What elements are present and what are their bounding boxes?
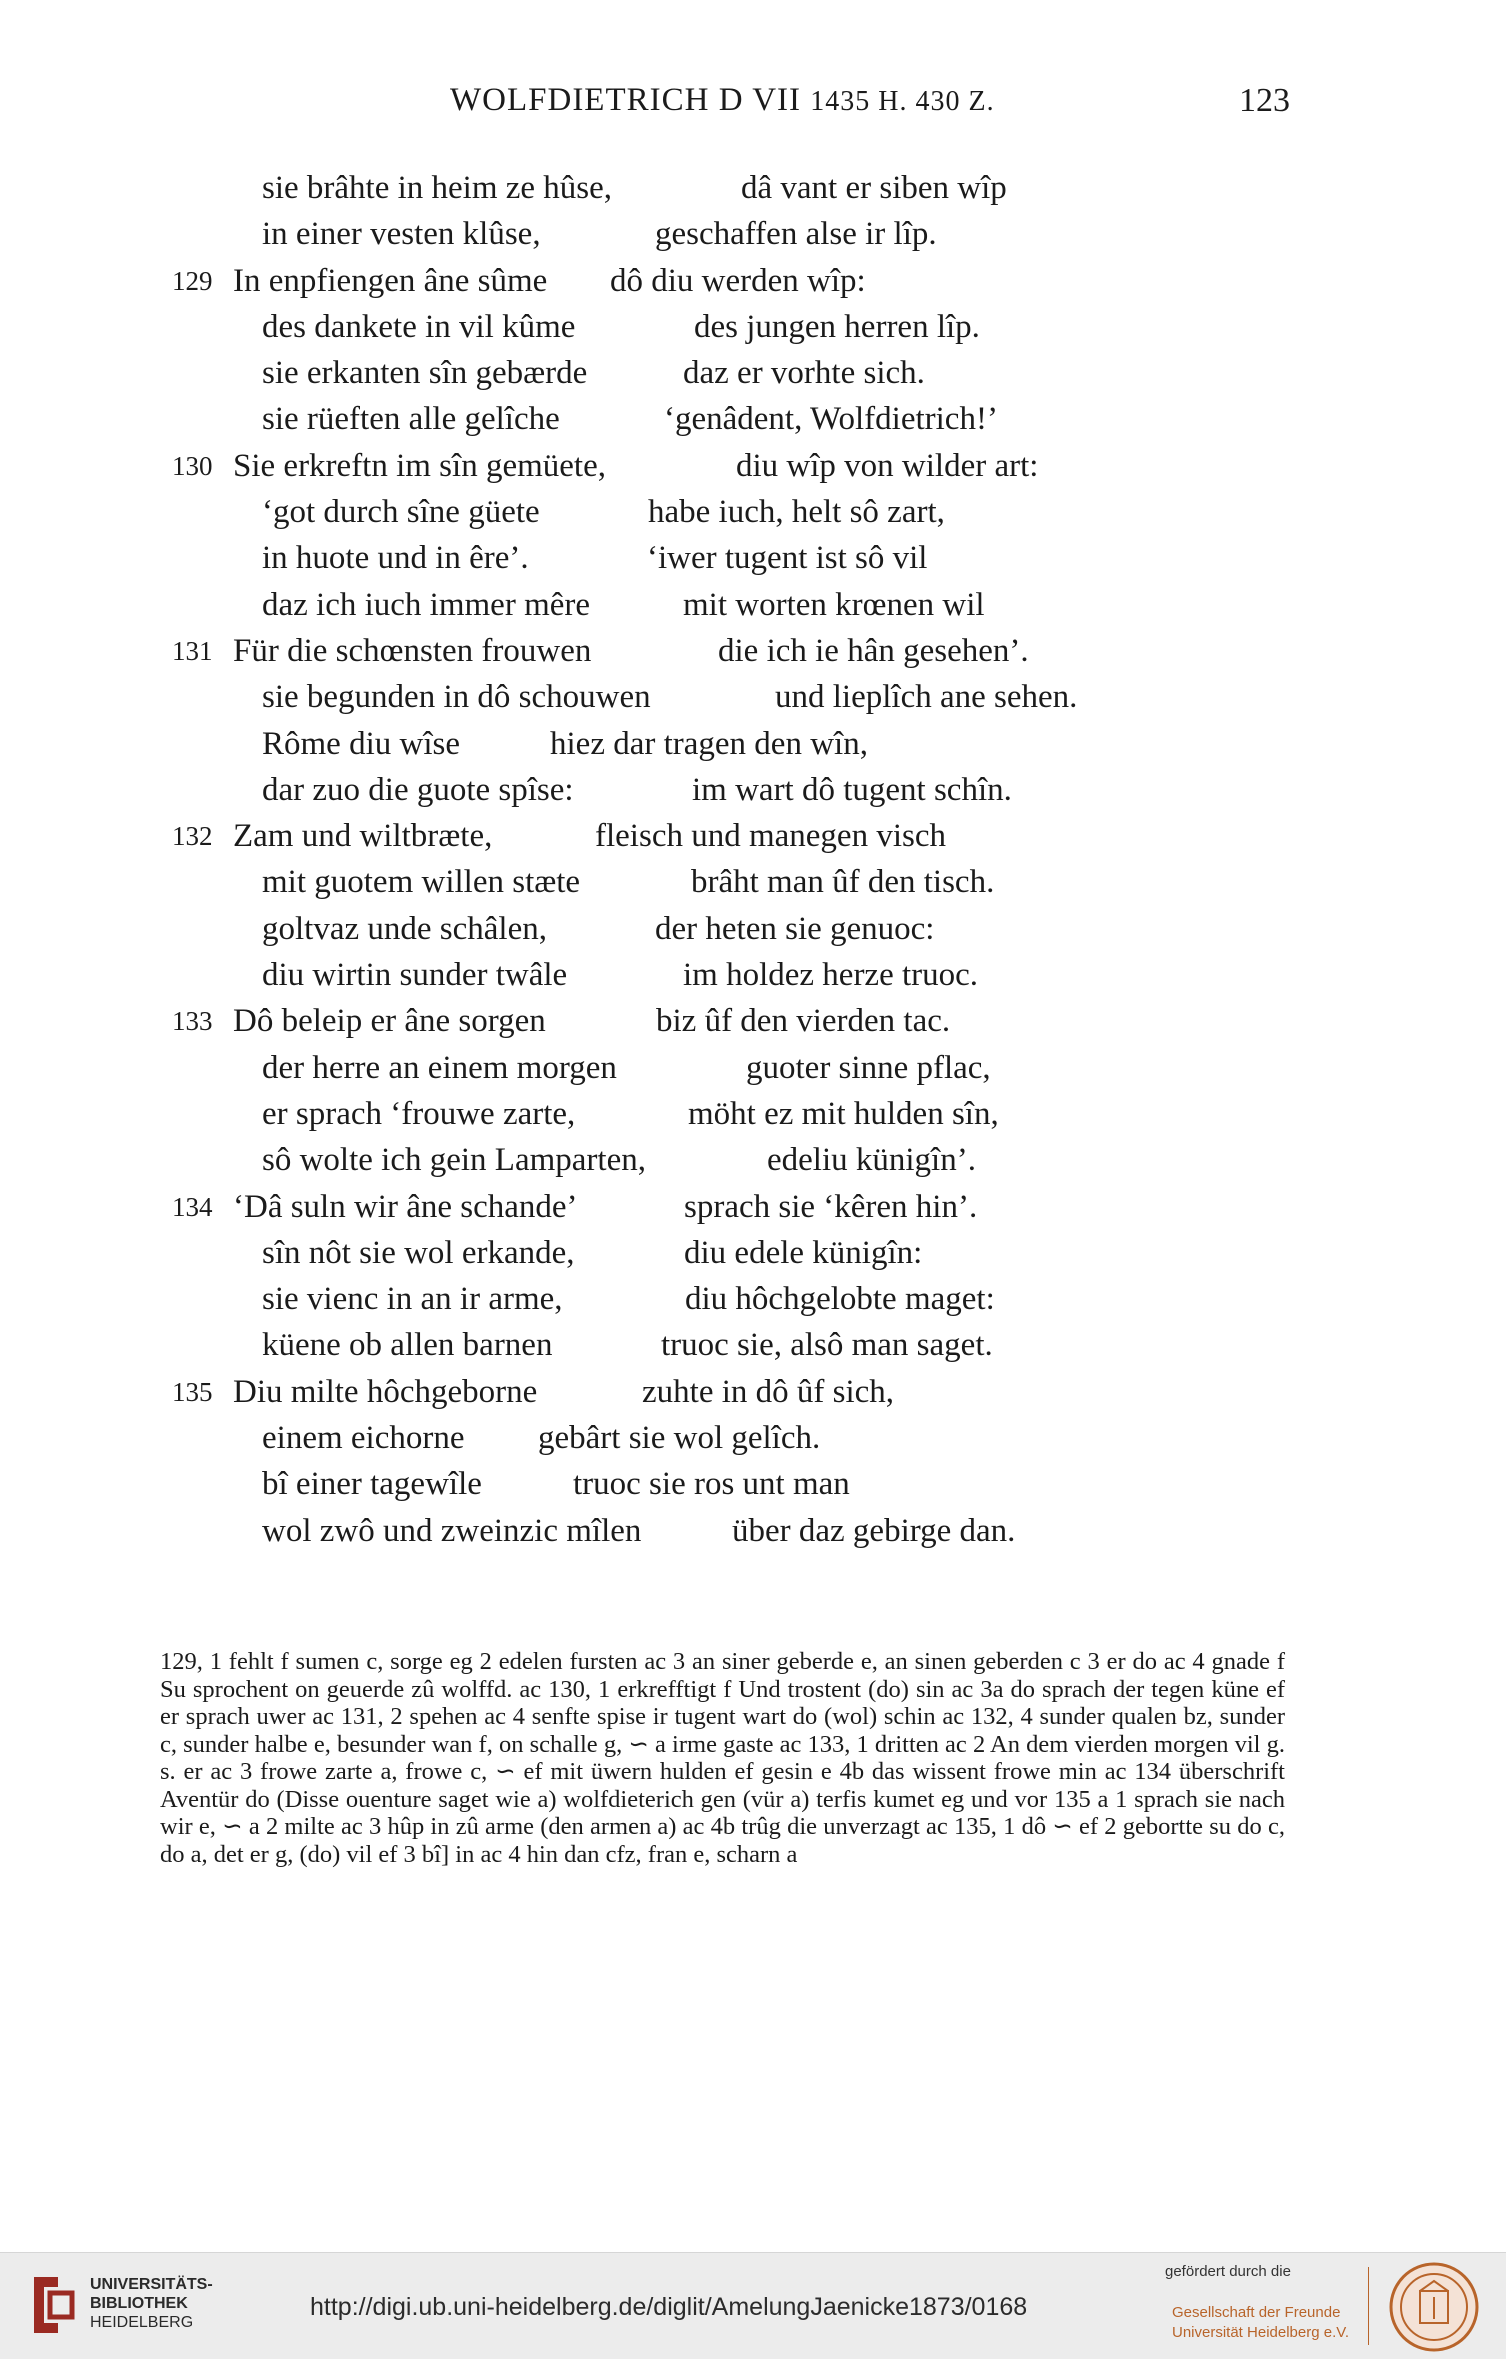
footer-divider — [1368, 2267, 1369, 2345]
verse-line — [0, 1003, 1506, 1049]
verse-first-half: sô wolte ich gein Lamparten, — [262, 1142, 646, 1179]
verse-line — [0, 1235, 1506, 1281]
verse-second-half: gebârt sie wol gelîch. — [538, 1420, 821, 1457]
library-name — [90, 2275, 213, 2332]
verse-line — [0, 864, 1506, 910]
stanza-number: 134 — [172, 1191, 213, 1222]
library-logo-icon — [30, 2273, 76, 2337]
verse-first-half: sie brâhte in heim ze hûse, — [262, 170, 613, 206]
verse-first-half: Für die schœnsten frouwen — [233, 632, 592, 669]
verse-second-half: diu edele künigîn: — [684, 1234, 923, 1271]
stanza-number: 135 — [172, 1376, 213, 1407]
verse-first-half: Sie erkreftn im sîn gemüete, — [233, 447, 606, 484]
verse-line — [0, 355, 1506, 401]
verse-second-half: habe iuch, helt sô zart, — [648, 494, 945, 531]
verse-first-half: bî einer tagewîle — [262, 1466, 482, 1503]
verse-first-half: dar zuo die guote spîse: — [262, 771, 574, 808]
permalink-url[interactable]: http://digi.ub.uni-heidelberg.de/diglit/AmelungJaenicke1873/0168 — [310, 2293, 1028, 2321]
verse-second-half: möht ez mit hulden sîn, — [688, 1095, 999, 1132]
verse-first-half: sie erkanten sîn gebærde — [262, 355, 588, 392]
verse-second-half: die ich ie hân gesehen’. — [718, 632, 1029, 669]
verse-second-half: diu wîp von wilder art: — [736, 447, 1039, 484]
manuscript-reference: 1435 H. 430 Z. — [810, 86, 995, 117]
verse-first-half: daz ich iuch immer mêre — [262, 586, 591, 623]
verse-first-half: küene ob allen barnen — [262, 1327, 553, 1364]
verse-line — [0, 1281, 1506, 1327]
university-seal-icon — [1388, 2261, 1480, 2353]
verse-line — [0, 1189, 1506, 1235]
verse-first-half: mit guotem willen stæte — [262, 864, 581, 901]
verse-second-half: des jungen herren lîp. — [694, 308, 980, 345]
verse-line — [0, 540, 1506, 586]
stanza-number: 130 — [172, 450, 213, 481]
verse-second-half: brâht man ûf den tisch. — [691, 864, 995, 901]
verse-first-half: sie vienc in an ir arme, — [262, 1281, 563, 1318]
verse-second-half: mit worten krœnen wil — [683, 586, 985, 623]
verse-second-half: dô diu werden wîp: — [610, 262, 866, 299]
verse-second-half: dâ vant er siben wîp — [741, 170, 1007, 206]
verse-second-half: edeliu künigîn’. — [767, 1142, 976, 1179]
verse-first-half: Rôme diu wîse — [262, 725, 460, 762]
stanza-number: 133 — [172, 1006, 213, 1037]
verse-first-half: sîn nôt sie wol erkande, — [262, 1234, 575, 1271]
verse-first-half: sie rüeften alle gelîche — [262, 401, 560, 438]
verse-line — [0, 448, 1506, 494]
verse-line — [0, 263, 1506, 309]
verse-line — [0, 772, 1506, 818]
verse-first-half: Zam und wiltbræte, — [233, 818, 493, 855]
verse-line — [0, 1142, 1506, 1188]
verse-line — [0, 1096, 1506, 1142]
verse-first-half: er sprach ‘frouwe zarte, — [262, 1095, 576, 1132]
verse-second-half: fleisch und manegen visch — [595, 818, 946, 855]
sponsor-label: gefördert durch die — [1165, 2263, 1291, 2280]
verse-first-half: Dô beleip er âne sorgen — [233, 1003, 546, 1040]
running-title — [450, 82, 995, 119]
sponsor-name-line2: Universität Heidelberg e.V. — [1172, 2324, 1350, 2341]
verse-line — [0, 726, 1506, 772]
verse-second-half: ‘genâdent, Wolfdietrich!’ — [664, 401, 998, 438]
verse-line — [0, 1374, 1506, 1420]
verse-second-half: daz er vorhte sich. — [683, 355, 925, 392]
verse-second-half: truoc sie, alsô man saget. — [661, 1327, 993, 1364]
verse-second-half: sprach sie ‘kêren hin’. — [684, 1188, 978, 1225]
verse-line — [0, 818, 1506, 864]
verse-first-half: ‘Dâ suln wir âne schande’ — [233, 1188, 578, 1225]
verse-second-half: geschaffen alse ir lîp. — [655, 216, 937, 253]
library-name-line2: BIBLIOTHEK — [90, 2295, 188, 2312]
verse-line — [0, 1327, 1506, 1373]
library-name-line3: HEIDELBERG — [90, 2314, 194, 2331]
verse-first-half: goltvaz unde schâlen, — [262, 910, 547, 947]
verse-line — [0, 587, 1506, 633]
verse-line — [0, 309, 1506, 355]
sponsor-name — [1172, 2303, 1349, 2343]
verse-second-half: im wart dô tugent schîn. — [692, 771, 1012, 808]
verse-first-half: sie begunden in dô schouwen — [262, 679, 651, 716]
verse-first-half: der herre an einem morgen — [262, 1049, 617, 1086]
verse-line — [0, 1466, 1506, 1512]
verse-first-half: Diu milte hôchgeborne — [233, 1373, 538, 1410]
work-title: WOLFDIETRICH D VII — [450, 82, 802, 118]
library-name-line1: UNIVERSITÄTS- — [90, 2276, 213, 2293]
verse-line — [0, 911, 1506, 957]
verse-line — [0, 679, 1506, 725]
verse-line — [0, 1513, 1506, 1559]
verse-second-half: biz ûf den vierden tac. — [656, 1003, 951, 1040]
verse-first-half: in einer vesten klûse, — [262, 216, 541, 253]
verse-line — [0, 957, 1506, 1003]
verse-first-half: diu wirtin sunder twâle — [262, 957, 568, 994]
verse-second-half: ‘iwer tugent ist sô vil — [647, 540, 928, 577]
verse-line — [0, 1420, 1506, 1466]
verse-second-half: hiez dar tragen den wîn, — [550, 725, 868, 762]
verse-second-half: im holdez herze truoc. — [683, 957, 979, 994]
verse-line — [0, 633, 1506, 679]
verse-second-half: der heten sie genuoc: — [655, 910, 935, 947]
verse-text — [0, 170, 1506, 1559]
footer-bar — [0, 2252, 1506, 2359]
critical-apparatus: 129, 1 fehlt f sumen c, sorge eg 2 edelen fursten ac 3 an siner geberde e, an sinen geberden c 3 er do ac 4 gnade f Su sprochent on geuerde zû wolffd. ac 130, 1 erkrefftigt f Und trostent (do) sin ac 3a do sprach der tegen küne ef er sprach uwer ac 131, 2 spehen ac 4 senfte spise ir tugent wart do (wol) schin ac 132, 4 sunder qualen bz, sunder c, sunder halbe e, besunder wan f, on schalle g, ∽ a irme gaste ac 133, 1 dritten ac 2 An dem vierden morgen vil g. s. er ac 3 frowe zarte a, frowe c, ∽ ef mit üwern hulden ef gesin e 4b das wissent frowe min ac 134 überschrift Aventür do (Disse ouenture saget wie a) wolfdieterich gen (vür a) terfis kumet eg und vor 135 a 1 sprach sie nach wir e, ∽ a 2 milte ac 3 hûp in zû arme (den armen a) ac 4b trûg die unverzagt ac 135, 1 dô ∽ ef 2 gebortte su do c, do a, det er g, (do) vil ef 3 bî] in ac 4 hin dan cfz, fran e, scharn a — [160, 1648, 1285, 1868]
verse-first-half: einem eichorne — [262, 1420, 465, 1457]
verse-line — [0, 494, 1506, 540]
verse-line — [0, 170, 1506, 216]
verse-line — [0, 1050, 1506, 1096]
stanza-number: 131 — [172, 635, 213, 666]
stanza-number: 132 — [172, 821, 213, 852]
verse-first-half: In enpfiengen âne sûme — [233, 262, 548, 299]
verse-line — [0, 216, 1506, 262]
verse-first-half: ‘got durch sîne güete — [262, 494, 540, 531]
verse-second-half: truoc sie ros unt man — [573, 1466, 850, 1503]
verse-line — [0, 401, 1506, 447]
verse-first-half: des dankete in vil kûme — [262, 308, 576, 345]
verse-second-half: über daz gebirge dan. — [732, 1512, 1016, 1549]
verse-first-half: wol zwô und zweinzic mîlen — [262, 1512, 642, 1549]
stanza-number: 129 — [172, 265, 213, 296]
sponsor-name-line1: Gesellschaft der Freunde — [1172, 2304, 1341, 2321]
verse-second-half: diu hôchgelobte maget: — [685, 1281, 995, 1318]
page-number: 123 — [1239, 82, 1290, 119]
verse-second-half: und lieplîch ane sehen. — [775, 679, 1078, 716]
verse-second-half: guoter sinne pflac, — [746, 1049, 991, 1086]
running-header — [160, 82, 1290, 132]
verse-first-half: in huote und in êre’. — [262, 540, 529, 577]
verse-second-half: zuhte in dô ûf sich, — [642, 1373, 895, 1410]
